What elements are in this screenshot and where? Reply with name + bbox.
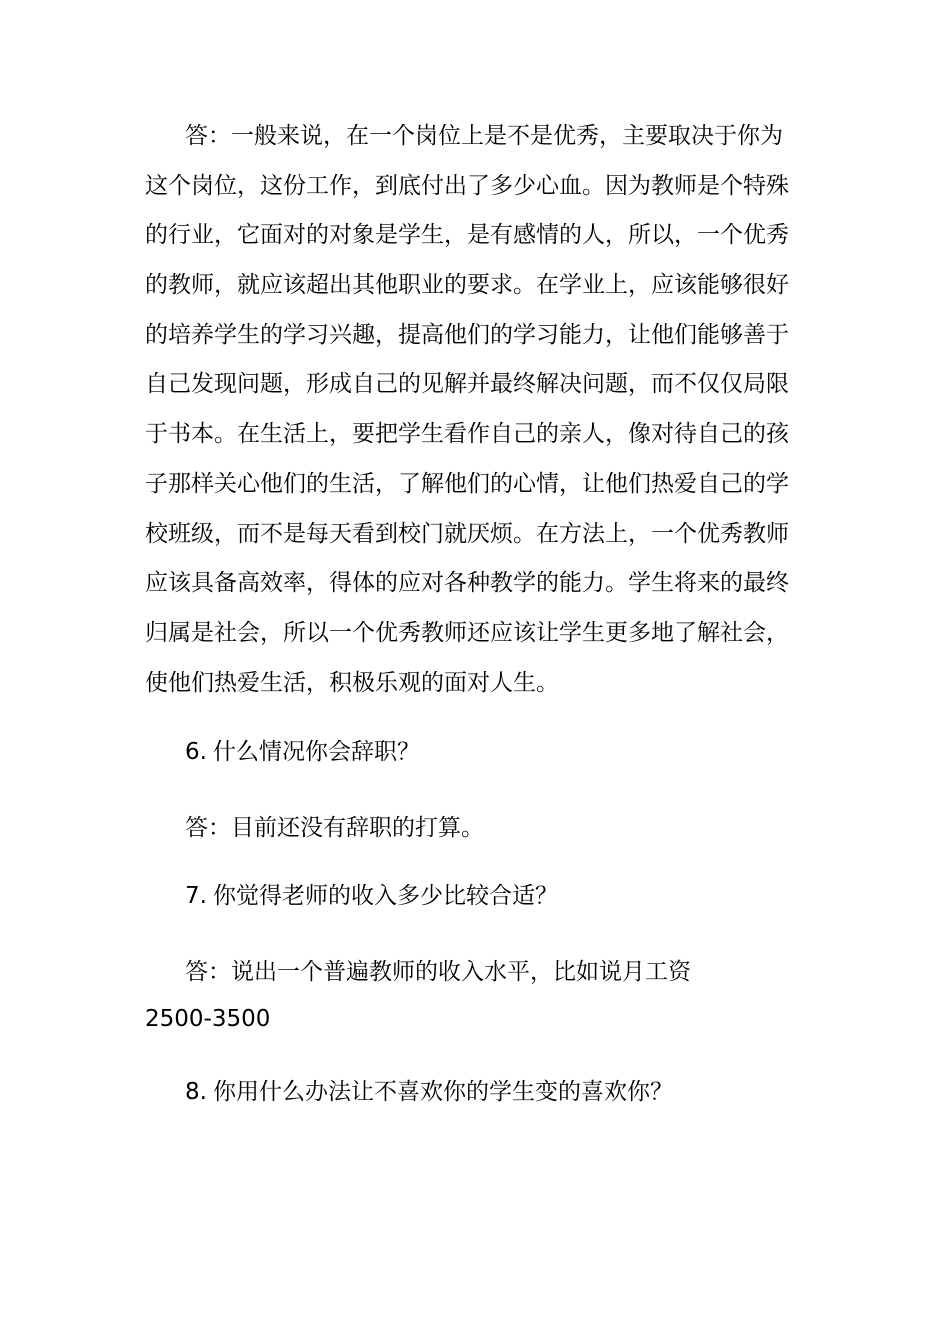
question-8 (185, 1076, 673, 1108)
paragraph-line: 自己发现问题，形成自己的见解并最终解决问题，而不仅仅局限 (145, 371, 789, 398)
answer-text: 答：说出一个普遍教师的收入水平，比如说月工资 (185, 959, 691, 985)
question-6 (185, 736, 420, 768)
question-text: 你用什么办法让不喜欢你的学生变的喜欢你？ (212, 1079, 673, 1105)
paragraph-line: 的培养学生的学习兴趣，提高他们的学习能力，让他们能够善于 (145, 321, 789, 348)
question-number: 6. (185, 739, 207, 765)
paragraph-line: 的行业，它面对的对象是学生，是有感情的人，所以，一个优秀 (145, 222, 789, 249)
answer-text: 答：目前还没有辞职的打算。 (185, 815, 484, 841)
paragraph-line: 的教师，就应该超出其他职业的要求。在学业上，应该能够很好 (145, 272, 789, 299)
paragraph-line: 于书本。在生活上，要把学生看作自己的亲人，像对待自己的孩 (145, 421, 789, 448)
question-number: 8. (185, 1079, 207, 1105)
question-7 (185, 880, 558, 912)
question-text: 什么情况你会辞职？ (212, 739, 420, 765)
answer-7-continuation: 2500-3500 (145, 1006, 271, 1032)
question-text: 你觉得老师的收入多少比较合适？ (212, 883, 558, 909)
answer-7 (185, 956, 691, 988)
paragraph-line: 子那样关心他们的生活，了解他们的心情，让他们热爱自己的学 (145, 470, 789, 497)
question-number: 7. (185, 883, 207, 909)
paragraph-line: 使他们热爱生活，积极乐观的面对人生。 (145, 669, 559, 696)
paragraph-line: 校班级，而不是每天看到校门就厌烦。在方法上，一个优秀教师 (145, 520, 789, 547)
answer-5-paragraph (145, 112, 815, 708)
answer-6 (185, 812, 484, 844)
paragraph-line: 答：一般来说，在一个岗位上是不是优秀，主要取决于你为 (185, 123, 783, 149)
paragraph-line: 这个岗位，这份工作，到底付出了多少心血。因为教师是个特殊 (145, 172, 789, 199)
paragraph-line: 应该具备高效率，得体的应对各种教学的能力。学生将来的最终 (145, 570, 789, 597)
paragraph-line: 归属是社会，所以一个优秀教师还应该让学生更多地了解社会， (145, 619, 789, 646)
